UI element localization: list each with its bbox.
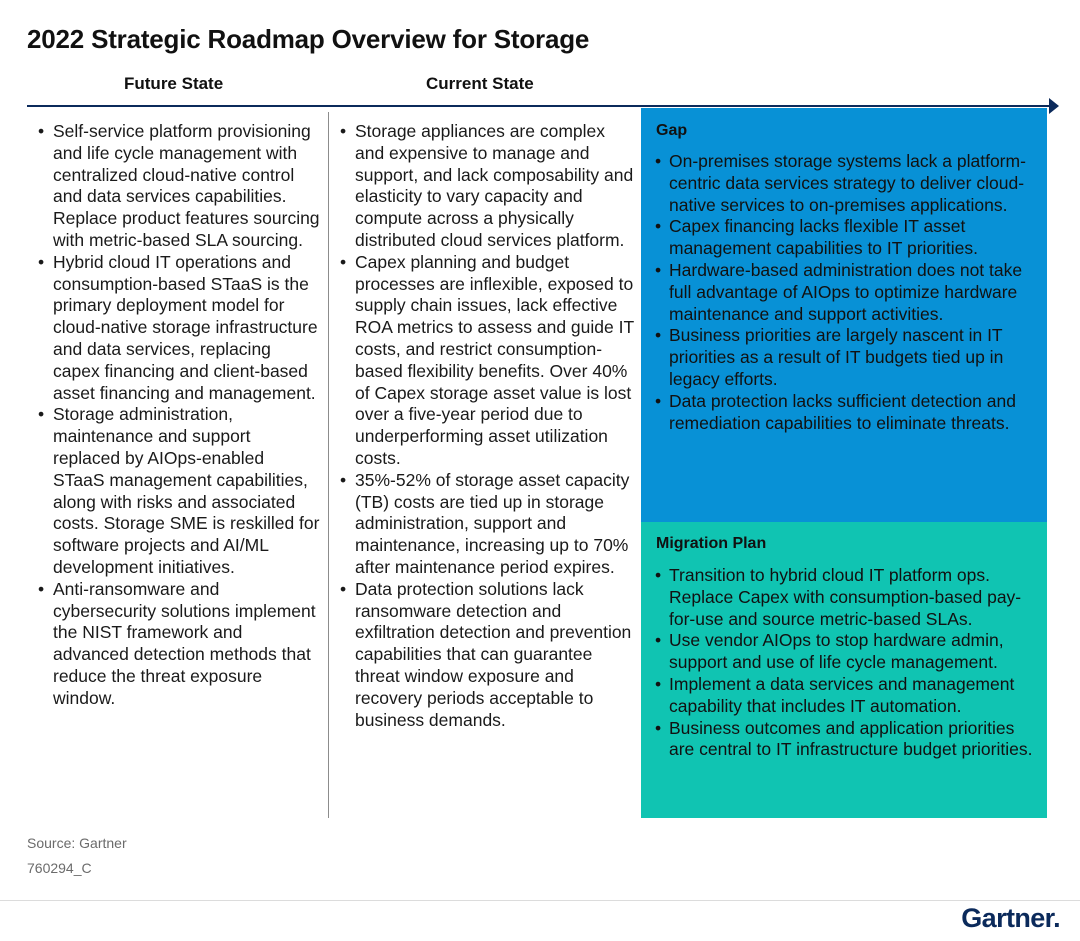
list-item — [38, 404, 320, 578]
future-state-list — [38, 121, 320, 710]
list-item-text: Business priorities are largely nascent in IT priorities as a result of IT budgets tied up in legacy efforts. — [669, 325, 1004, 389]
future-state-column — [38, 121, 320, 710]
bullet-icon: • — [340, 578, 347, 599]
list-item-text: Hybrid cloud IT operations and consumption-based STaaS is the primary deployment model for cloud-native storage infrastructure and data services, replacing capex financing and client-based asset financing and management. — [53, 251, 318, 403]
bullet-icon: • — [38, 578, 45, 599]
list-item — [340, 121, 636, 252]
list-item-text: Transition to hybrid cloud IT platform ops. Replace Capex with consumption-based pay-for-use and source metric-based SLAs. — [669, 565, 1022, 629]
source-note: Source: Gartner — [27, 835, 127, 851]
list-item — [655, 216, 1035, 260]
list-item — [655, 674, 1035, 718]
footer-divider — [0, 900, 1080, 901]
bullet-icon: • — [340, 121, 347, 141]
list-item-text: Data protection solutions lack ransomware detection and exfiltration detection and prevention capabilities that can guarantee threat window exposure and recovery periods acceptable to business demands. — [355, 578, 632, 730]
bullet-icon: • — [38, 251, 45, 272]
bullet-icon: • — [655, 673, 662, 694]
future-state-heading: Future State — [124, 74, 224, 93]
list-item — [655, 325, 1035, 390]
list-item-text: Self-service platform provisioning and life cycle management with centralized cloud-native control and data services capabilities. Replace product features sourcing with metric-based SLA sourcing. — [53, 121, 320, 250]
list-item — [655, 151, 1035, 216]
arrow-head-icon — [1049, 98, 1059, 114]
list-item — [655, 630, 1035, 674]
list-item-text: Hardware-based administration does not take full advantage of AIOps to optimize hardware maintenance and support activities. — [669, 259, 1023, 324]
list-item — [340, 252, 636, 470]
migration-plan-list — [655, 565, 1035, 761]
bullet-icon: • — [655, 216, 662, 237]
list-item — [655, 718, 1035, 762]
gap-box — [641, 108, 1047, 522]
list-item — [655, 391, 1035, 435]
current-state-list — [340, 121, 636, 731]
bullet-icon: • — [655, 565, 662, 585]
bullet-icon: • — [38, 121, 45, 141]
current-state-heading: Current State — [426, 74, 534, 93]
bullet-icon: • — [340, 251, 347, 272]
document-id: 760294_C — [27, 860, 92, 876]
list-item-text: Capex financing lacks flexible IT asset management capabilities to IT priorities. — [669, 216, 978, 259]
bullet-icon: • — [340, 469, 347, 490]
current-state-column — [340, 121, 636, 731]
migration-plan-heading: Migration Plan — [656, 535, 767, 552]
list-item-text: Implement a data services and management capability that includes IT automation. — [669, 673, 1015, 716]
list-item — [38, 579, 320, 710]
page-title: 2022 Strategic Roadmap Overview for Storage — [27, 24, 590, 54]
bullet-icon: • — [655, 390, 662, 411]
list-item — [340, 470, 636, 579]
list-item — [340, 579, 636, 732]
bullet-icon: • — [655, 151, 662, 171]
gap-heading: Gap — [656, 122, 688, 139]
column-divider — [328, 112, 329, 818]
gap-list — [655, 151, 1035, 434]
list-item — [38, 121, 320, 252]
bullet-icon: • — [655, 259, 662, 280]
list-item-text: Storage appliances are complex and expensive to manage and support, and lack composability and elasticity to vary capacity and compute across a physically distributed cloud services platform. — [355, 121, 634, 250]
bullet-icon: • — [655, 717, 662, 738]
timeline-arrow-line — [27, 105, 1051, 107]
list-item-text: On-premises storage systems lack a platform-centric data services strategy to deliver cloud-native services to on-premises applications. — [669, 151, 1026, 215]
list-item-text: Storage administration, maintenance and support replaced by AIOps-enabled STaaS management capabilities, along with risks and associated costs. Storage SME is reskilled for software projects and AI/ML development initiatives. — [53, 404, 320, 577]
list-item-text: Use vendor AIOps to stop hardware admin, support and use of life cycle management. — [669, 630, 1004, 673]
list-item-text: 35%-52% of storage asset capacity (TB) costs are tied up in storage administration, support and maintenance, increasing up to 70% after maintenance period expires. — [355, 469, 630, 577]
list-item-text: Capex planning and budget processes are inflexible, exposed to supply chain issues, lack effective ROA metrics to assess and guide IT costs, and restrict consumption-based flexibility benefits. Over 40% of Capex storage asset value is lost over a five-year period due to underperforming asset utilization costs. — [355, 251, 634, 468]
list-item — [655, 565, 1035, 630]
bullet-icon: • — [38, 404, 45, 425]
list-item-text: Anti-ransomware and cybersecurity solutions implement the NIST framework and advanced detection methods that reduce the threat exposure window. — [53, 578, 316, 708]
list-item-text: Business outcomes and application priorities are central to IT infrastructure budget priorities. — [669, 717, 1033, 760]
gartner-logo: Gartner. — [961, 903, 1060, 933]
list-item — [38, 252, 320, 405]
bullet-icon: • — [655, 630, 662, 651]
list-item — [655, 260, 1035, 325]
list-item-text: Data protection lacks sufficient detection and remediation capabilities to eliminate threats. — [669, 390, 1016, 433]
bullet-icon: • — [655, 325, 662, 346]
migration-plan-box — [641, 522, 1047, 818]
